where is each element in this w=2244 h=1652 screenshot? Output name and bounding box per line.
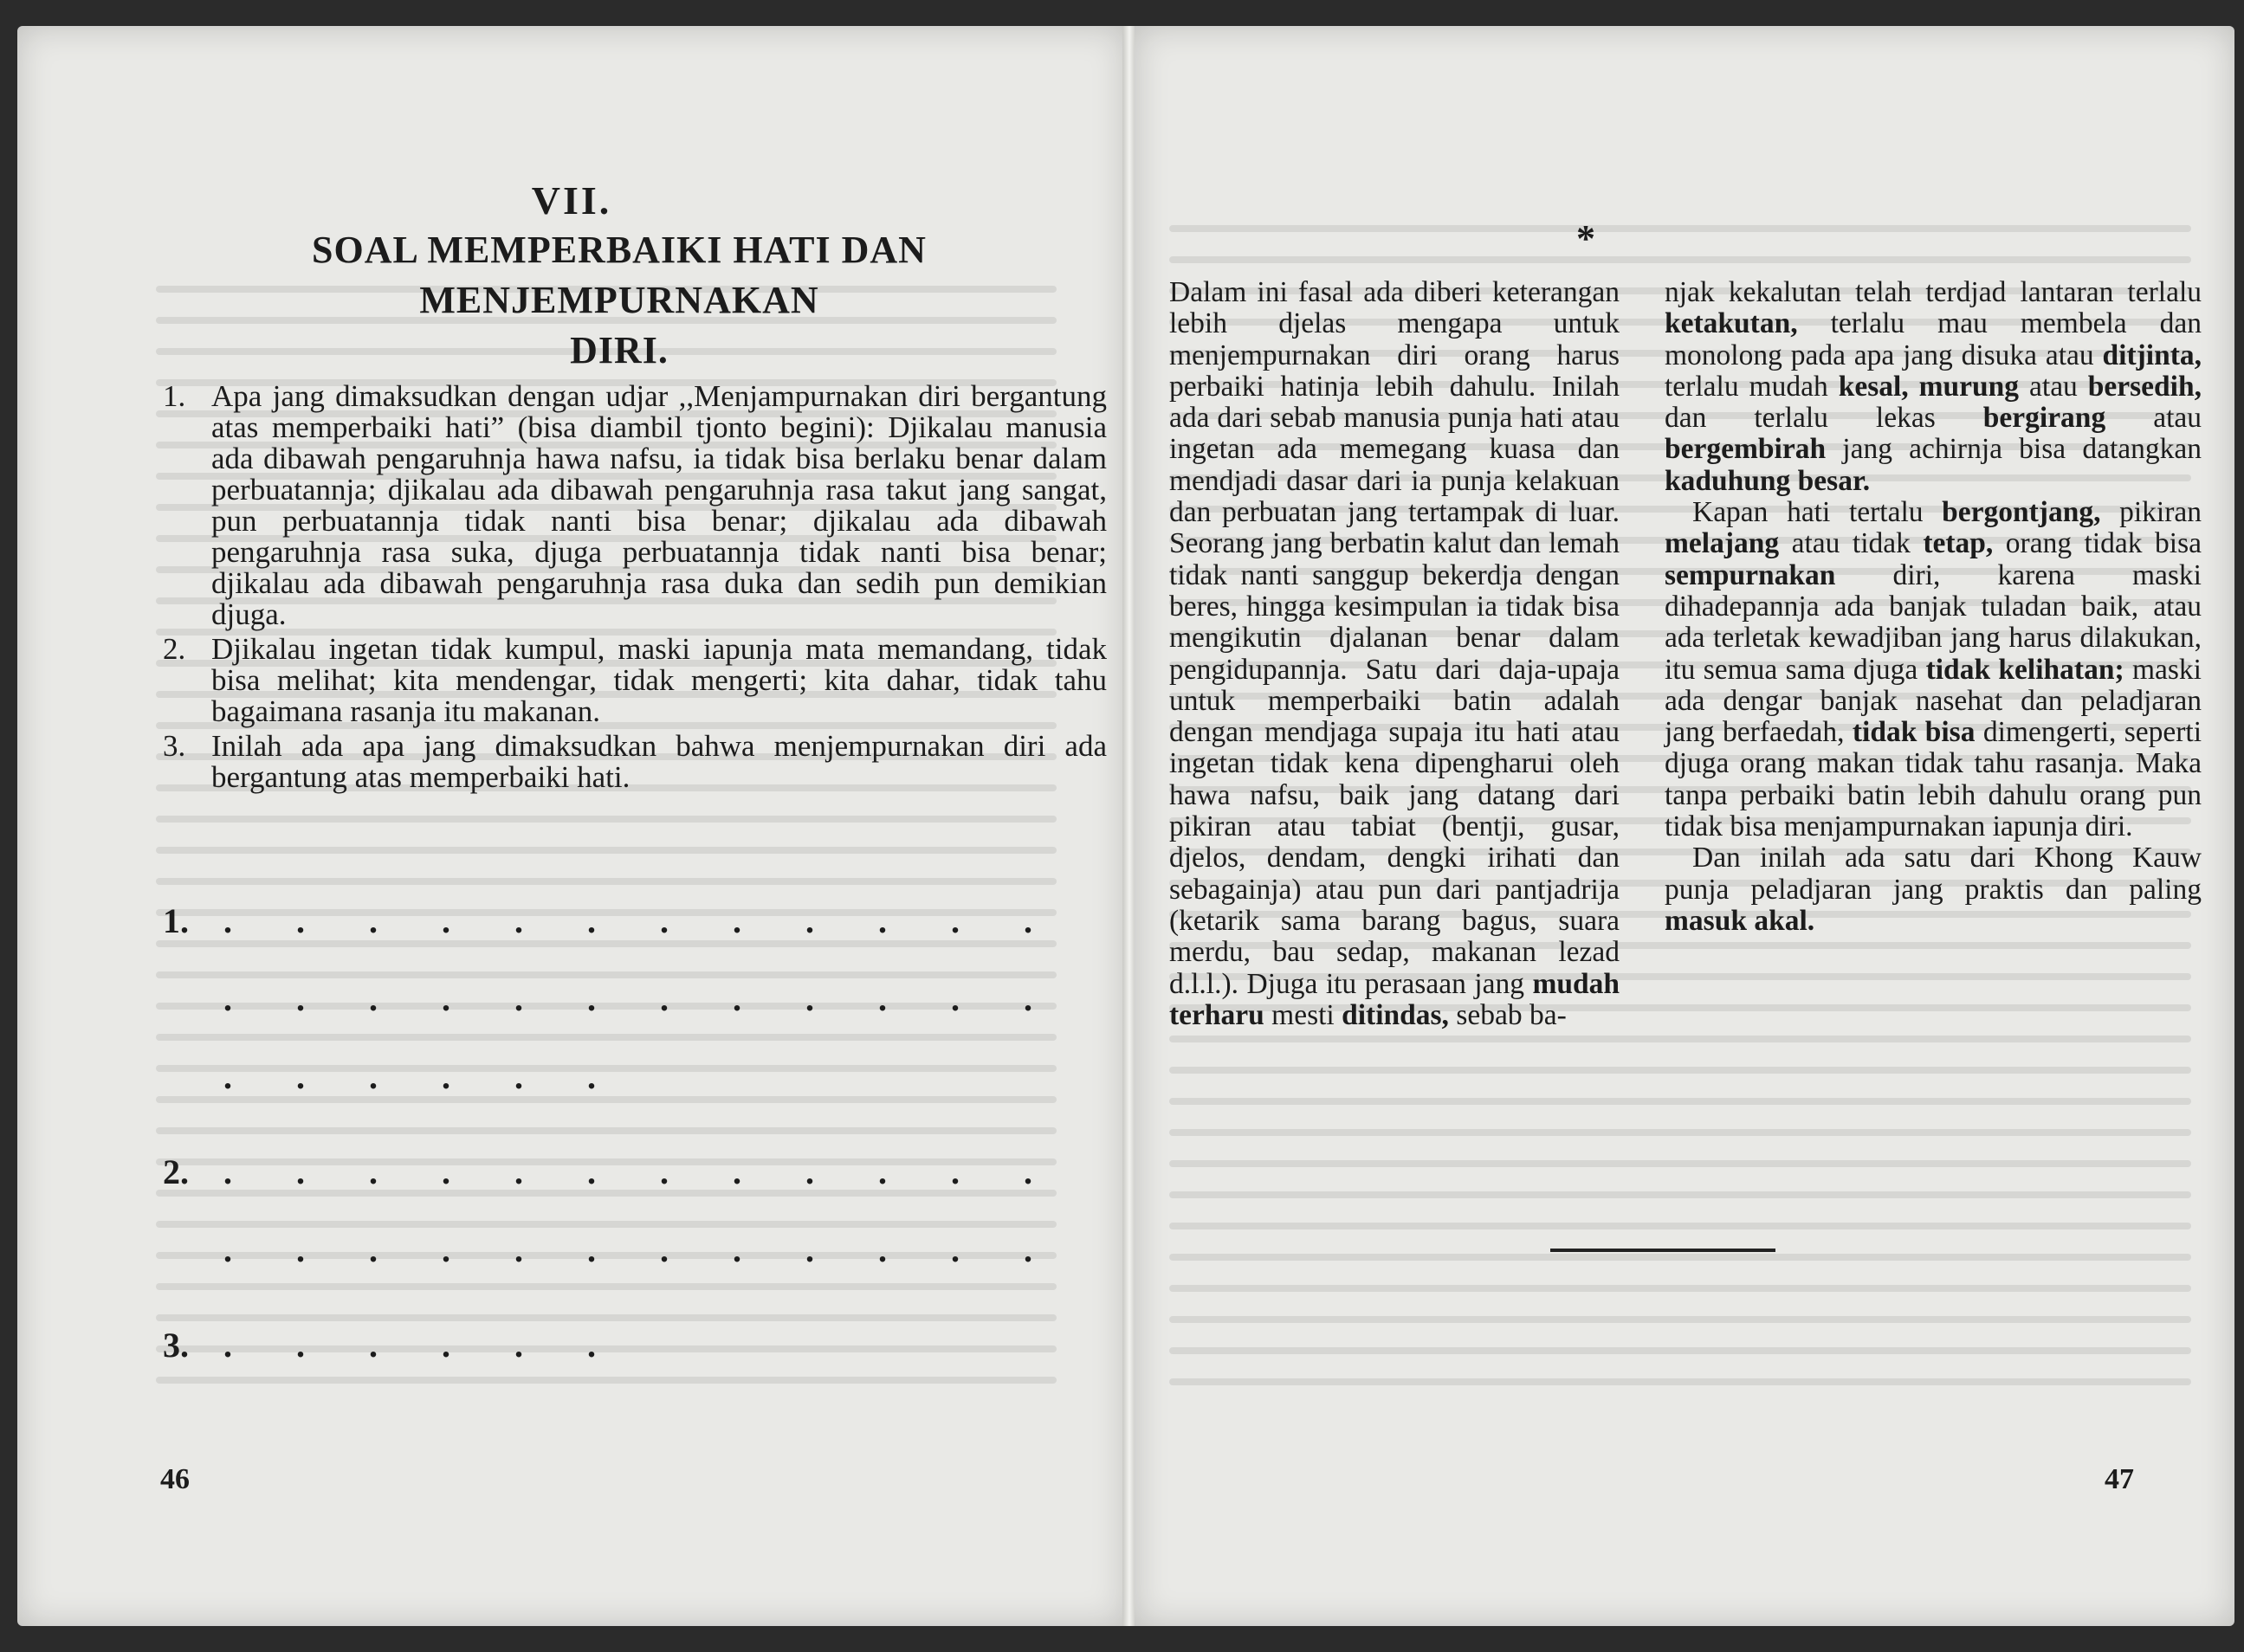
paragraph — [1665, 842, 2202, 937]
bold-text-run: melajang — [1665, 527, 1780, 560]
exercise-label: 2. — [163, 1152, 189, 1191]
dot-leader: . . . . . . — [223, 1057, 596, 1096]
text-run: dan terlalu lekas — [1665, 402, 1983, 435]
text-run: maski ada dengar banjak nasehat dan peladjaran jang berfaedah, — [1665, 653, 2202, 749]
text-run: terlalu mudah — [1665, 370, 1839, 403]
right-page — [1135, 26, 2234, 1626]
list-item-text: Apa jang dimaksudkan dengan udjar ,,Menjampurnakan diri bergantung atas memperbaiki hati” (bisa diambil tjonto begini): Djikalau manusia ada dibawah pengaruhnja hawa nafsu, ia tidak bisa berlaku benar dalam perbuatannja; djikalau ada dibawah pengaruhnja rasa takut jang sangat, pun perbuatannja tidak nanti bisa benar; djikalau ada dibawah pengaruhnja rasa suka, djuga perbuatannja tidak nanti bisa benar; djikalau ada dibawah pengaruhnja rasa duka dan sedih pun demikian djuga. — [211, 379, 1107, 631]
bold-text-run: bergembirah — [1665, 433, 1827, 466]
bold-text-run: tetap, — [1923, 527, 1994, 560]
list-item — [163, 731, 1107, 793]
exercise-label: 3. — [163, 1326, 189, 1365]
text-run: mesti — [1264, 998, 1342, 1031]
page-number: 47 — [2105, 1463, 2134, 1495]
bold-text-run: bergirang — [1982, 402, 2106, 435]
paragraph — [1665, 497, 2202, 842]
text-run: sebab ba- — [1448, 998, 1567, 1031]
paragraph — [1665, 277, 2202, 497]
bold-text-run: ketakutan, — [1665, 307, 1798, 340]
text-run: dimengerti, seperti djuga orang makan tidak tahu rasanja. Maka tanpa perbaiki batin lebih dahulu orang pun tidak bisa menjampurnakan iapunja diri. — [1665, 716, 2202, 843]
page-number: 46 — [160, 1463, 190, 1495]
list-item-text: Inilah ada apa jang dimaksudkan bahwa menjempurnakan diri ada bergantung atas memperbaiki hati. — [211, 729, 1107, 794]
exercise-label: 1. — [163, 901, 189, 940]
bold-text-run: masuk akal. — [1665, 904, 1815, 937]
text-run: atau — [2019, 370, 2088, 403]
exercise-row-3 — [163, 1325, 660, 1365]
text-run: diri, karena maski dihadepannja ada banjak tuladan baik, atau ada terletak kewadjiban jang harus dilakukan, itu semua sama djuga — [1665, 558, 2202, 686]
bold-text-run: tidak kelihatan; — [1925, 653, 2124, 686]
text-run: jang achirnja bisa datangkan — [1826, 433, 2202, 466]
chapter-number: VII. — [531, 178, 612, 223]
text-run: atau — [2105, 402, 2202, 435]
bold-text-run: mudah terharu — [1169, 967, 1620, 1031]
text-run: orang tidak bisa — [1993, 527, 2202, 560]
chapter-title-line1: SOAL MEMPERBAIKI HATI DAN MENJEMPURNAKAN — [312, 229, 927, 321]
dot-leader: . . . . . . . . . . . . — [223, 979, 1032, 1018]
list-item — [163, 634, 1107, 727]
exercise-row-1 — [163, 900, 1096, 941]
list-item — [163, 381, 1107, 630]
text-column-left — [1169, 277, 1620, 1031]
text-run: terlalu mau membela dan monolong pada apa jang disuka atau — [1665, 307, 2202, 371]
bold-text-run: bersedih, — [2087, 370, 2202, 403]
bold-text-run: bergontjang, — [1942, 496, 2101, 529]
chapter-title-line2: DIRI. — [570, 329, 669, 371]
section-rule — [1550, 1249, 1775, 1252]
exercise-row-2 — [163, 1152, 1096, 1192]
text-run: Kapan hati tertalu — [1692, 496, 1943, 529]
bold-text-run: ditjinta, — [2102, 339, 2202, 371]
exercise-row-1c — [163, 1056, 660, 1097]
dot-leader: . . . . . . . . . . . . — [223, 901, 1032, 940]
list-item-number: 3. — [163, 729, 186, 763]
text-run: atau tidak — [1779, 527, 1924, 560]
text-run: Dan inilah ada satu dari Khong Kauw punja peladjaran jang praktis dan paling — [1665, 842, 2202, 906]
dot-leader: . . . . . . — [223, 1326, 596, 1365]
text-run: njak kekalutan telah terdjad lantaran terlalu — [1665, 276, 2202, 308]
list-item-number: 2. — [163, 632, 186, 666]
footnote-star: * — [1576, 217, 1595, 260]
bold-text-run: kesal, murung — [1838, 370, 2020, 403]
left-page — [17, 26, 1126, 1626]
exercise-row-2b — [163, 1229, 1096, 1270]
paragraph — [1169, 277, 1620, 1031]
bold-text-run: tidak bisa — [1852, 716, 1976, 749]
bold-text-run: ditindas, — [1342, 998, 1449, 1031]
list-item-number: 1. — [163, 379, 186, 413]
exercise-row-1b — [163, 978, 1096, 1019]
numbered-list — [163, 381, 1107, 797]
text-column-right — [1665, 277, 2202, 937]
bold-text-run: sempurnakan — [1665, 558, 1836, 591]
chapter-title — [139, 225, 1100, 376]
list-item-text: Djikalau ingetan tidak kumpul, maski iapunja mata memandang, tidak bisa melihat; kita mendengar, tidak mengerti; kita dahar, tidak tahu bagaimana rasanja itu makanan. — [211, 632, 1107, 728]
text-run: Dalam ini fasal ada diberi keterangan lebih djelas mengapa untuk menjempurnakan diri orang harus perbaiki hatinja lebih dahulu. Inilah ada dari sebab manusia punja hati atau ingetan ada memegang kuasa dan mendjadi dasar dari ia punja kelakuan dan perbuatan jang tertampak di luar. Seorang jang berbatin kalut dan lemah tidak nanti sanggup bekerdja dengan beres, hingga kesimpulan ia tidak bisa mengikutin djalanan benar dalam pengidupannja. Satu dari daja-upaja untuk memperbaiki batin adalah dengan mendjaga supaja itu hati atau ingetan tidak kena dipengharui oleh hawa nafsu, baik jang datang dari pikiran atau tabiat (bentji, gusar, djelos, dendam, dengki irihati dan sebagainja) atau pun dari pantjadrija (ketarik sama barang bagus, suara merdu, bau sedap, makanan lezad d.l.l.). Djuga itu perasaan jang — [1169, 276, 1620, 1000]
bold-text-run: kaduhung besar. — [1665, 464, 1871, 497]
text-run: pikiran — [2100, 496, 2202, 529]
dot-leader: . . . . . . . . . . . . — [223, 1230, 1032, 1269]
dot-leader: . . . . . . . . . . . . — [223, 1152, 1032, 1191]
